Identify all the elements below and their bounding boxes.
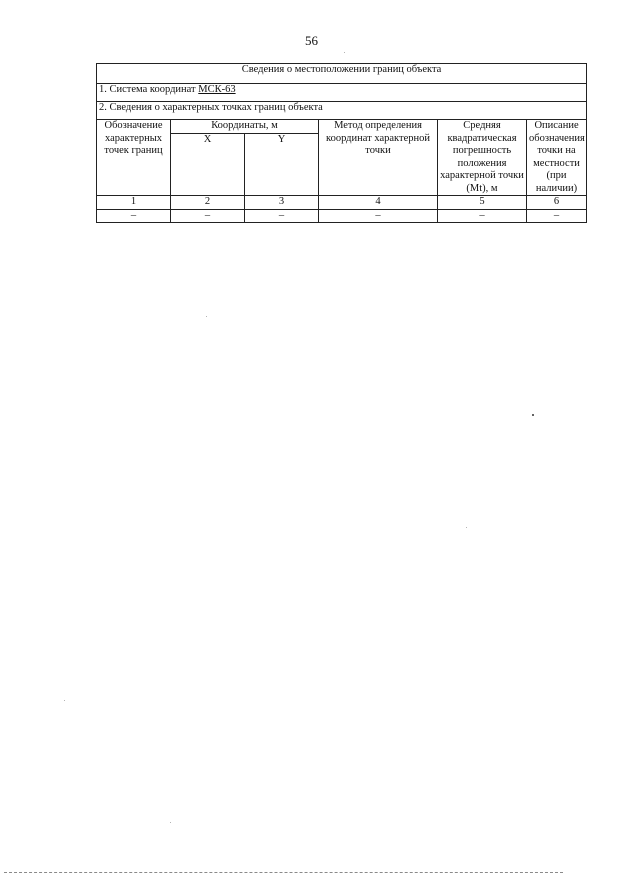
header-y: Y <box>245 134 319 196</box>
header-x: X <box>171 134 245 196</box>
column-number: 2 <box>171 196 245 210</box>
scan-speck <box>170 822 171 823</box>
table-cell: – <box>245 209 319 223</box>
header-method: Метод определения координат характерной точки <box>319 120 438 196</box>
table-cell: – <box>171 209 245 223</box>
column-number: 3 <box>245 196 319 210</box>
scan-speck <box>344 52 345 53</box>
column-number: 6 <box>527 196 587 210</box>
header-error: Средняя квадратическая погрешность положения характерной точки (Mt), м <box>438 120 527 196</box>
section2-label: 2. Сведения о характерных точках границ объекта <box>97 102 587 120</box>
scan-speck <box>532 414 534 416</box>
scan-speck <box>466 527 467 528</box>
scan-speck <box>64 700 65 701</box>
table-row <box>97 209 587 223</box>
table-cell: – <box>319 209 438 223</box>
page-number: 56 <box>305 33 318 48</box>
table-cell: – <box>438 209 527 223</box>
table-cell: – <box>527 209 587 223</box>
header-designation: Обозначение характерных точек границ <box>97 120 171 196</box>
column-number: 5 <box>438 196 527 210</box>
column-number: 4 <box>319 196 438 210</box>
header-description: Описание обозначения точки на местности (при наличии) <box>527 120 587 196</box>
coord-system-label: 1. Система координат <box>99 84 199 95</box>
boundary-table <box>96 63 587 223</box>
header-coordinates: Координаты, м <box>171 120 319 134</box>
scan-speck <box>206 316 207 317</box>
column-number-row <box>97 196 587 210</box>
table-cell: – <box>97 209 171 223</box>
coord-system-value: МСК-63 <box>198 84 236 95</box>
scan-edge-line <box>4 872 563 873</box>
table-title: Сведения о местоположении границ объекта <box>97 64 587 84</box>
coord-system-row <box>97 84 587 102</box>
column-number: 1 <box>97 196 171 210</box>
